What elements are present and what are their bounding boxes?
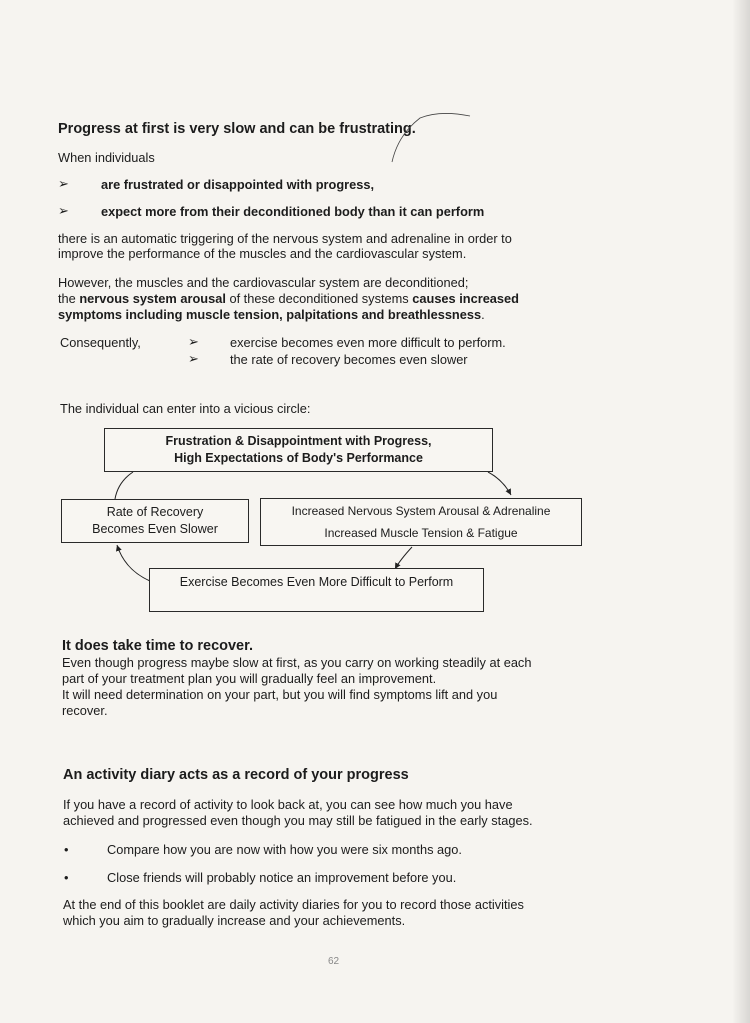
- section2-heading: It does take time to recover.: [62, 638, 253, 654]
- para2-text: the: [58, 291, 80, 306]
- consequence-1: exercise becomes even more difficult to perform.: [230, 335, 506, 350]
- diagram-box-exercise: [149, 568, 484, 612]
- para2-bold-arousal: nervous system arousal: [79, 291, 226, 306]
- section3-line1: If you have a record of activity to look back at, you can see how much you have: [63, 797, 513, 812]
- section2-line1: Even though progress maybe slow at first, as you carry on working steadily at each: [62, 655, 532, 670]
- para2-text: of these deconditioned systems: [225, 291, 413, 306]
- closing-line2: which you aim to gradually increase and your achievements.: [63, 913, 406, 928]
- bullet-compare: Compare how you are now with how you were six months ago.: [107, 842, 462, 857]
- vicious-circle-intro: The individual can enter into a vicious circle:: [60, 401, 311, 416]
- section2-line4: recover.: [62, 703, 108, 718]
- diagram-box-arousal: [260, 498, 582, 546]
- intro-text: When individuals: [58, 150, 155, 165]
- box-text: Becomes Even Slower: [92, 522, 218, 536]
- diagram-box-frustration: [104, 428, 493, 472]
- arrow-bullet-icon: ➢: [188, 334, 199, 349]
- closing-line1: At the end of this booklet are daily activity diaries for you to record those activities: [63, 897, 524, 912]
- bullet-dot-icon: •: [64, 842, 69, 857]
- page-number: 62: [328, 956, 340, 967]
- bullet-frustrated: are frustrated or disappointed with progress,: [101, 177, 375, 192]
- consequently-label: Consequently,: [60, 335, 141, 350]
- section2-line3: It will need determination on your part, but you will find symptoms lift and you: [62, 687, 498, 702]
- para2-period: .: [481, 307, 485, 322]
- box-text: High Expectations of Body's Performance: [174, 451, 423, 465]
- section3-line2: achieved and progressed even though you may still be fatigued in the early stages.: [63, 813, 533, 828]
- arrow-bottom-to-left: [117, 545, 150, 581]
- section3-heading: An activity diary acts as a record of your progress: [63, 767, 409, 783]
- arrow-right-to-bottom: [395, 547, 412, 569]
- para2-bold-symptoms: symptoms including muscle tension, palpitations and breathlessness: [58, 307, 482, 322]
- section2-line2: part of your treatment plan you will gradually feel an improvement.: [62, 671, 437, 686]
- box-text: Exercise Becomes Even More Difficult to Perform: [179, 575, 454, 589]
- para2-bold-causes: causes increased: [412, 291, 519, 306]
- arrow-bullet-icon: ➢: [58, 176, 69, 191]
- pen-mark: [392, 113, 470, 162]
- box-text: Increased Nervous System Arousal & Adrenaline: [291, 504, 551, 518]
- para2-line1: However, the muscles and the cardiovascular system are deconditioned;: [58, 275, 469, 290]
- para1-line1: there is an automatic triggering of the nervous system and adrenaline in order to: [58, 231, 512, 246]
- box-text: Increased Muscle Tension & Fatigue: [324, 526, 518, 540]
- para1-line2: improve the performance of the muscles and the cardiovascular system.: [58, 246, 467, 261]
- arrow-bullet-icon: ➢: [58, 203, 69, 218]
- diagram-box-recovery: [61, 499, 249, 543]
- bullet-dot-icon: •: [64, 870, 69, 885]
- box-text: Frustration & Disappointment with Progress,: [165, 434, 432, 448]
- section1-heading: Progress at first is very slow and can be frustrating.: [58, 121, 416, 137]
- consequence-2: the rate of recovery becomes even slower: [230, 352, 468, 367]
- arrow-left-to-top: [115, 472, 133, 499]
- page-edge-shadow: [732, 0, 750, 1023]
- arrow-bullet-icon: ➢: [188, 351, 199, 366]
- bullet-expect-more: expect more from their deconditioned body than it can perform: [101, 204, 485, 219]
- box-text: Rate of Recovery: [106, 505, 204, 519]
- bullet-friends: Close friends will probably notice an improvement before you.: [107, 870, 457, 885]
- arrow-top-to-right: [488, 472, 511, 495]
